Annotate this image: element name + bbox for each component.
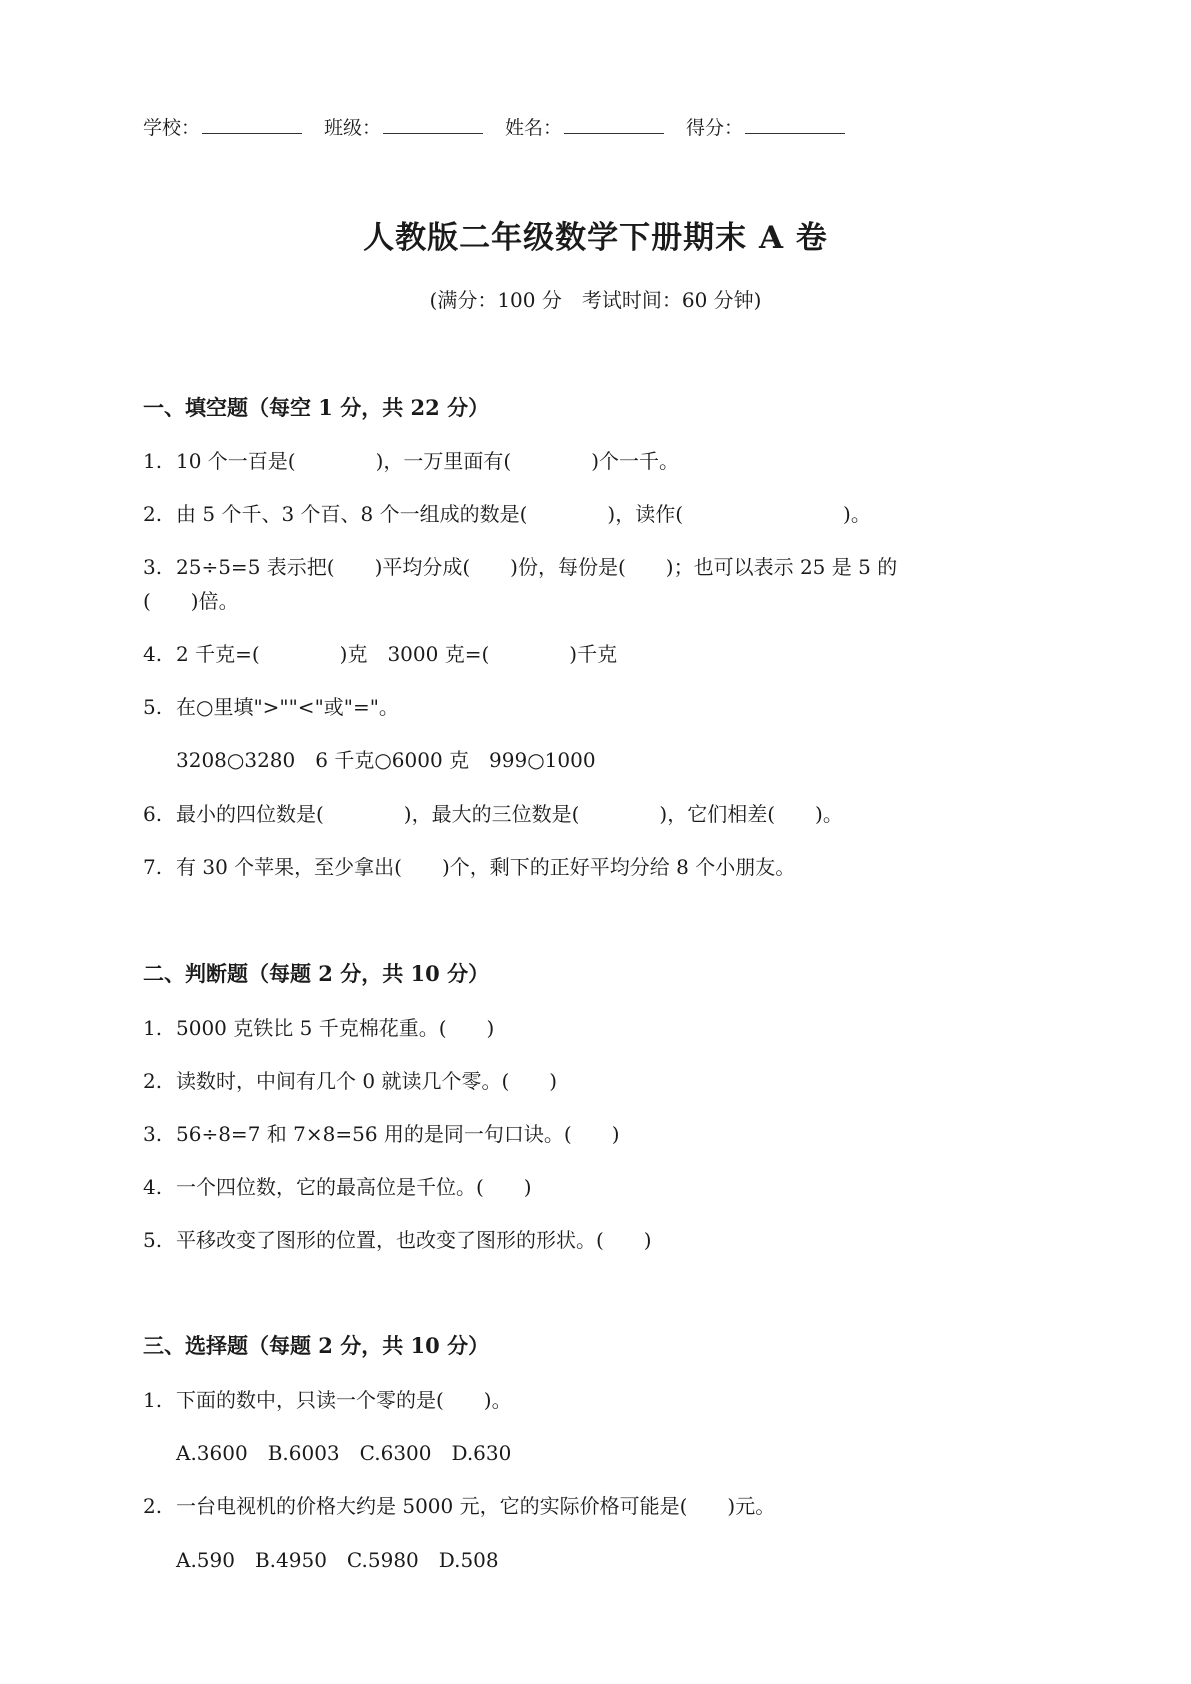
class-label: 班级：	[324, 117, 382, 139]
school-label: 学校：	[143, 117, 201, 139]
question-text: 一台电视机的价格大约是 5000 元，它的实际价格可能是( )元。	[176, 1494, 776, 1518]
question-3-1-options: A.3600 B.6003 C.6300 D.630	[176, 1441, 512, 1465]
class-field	[324, 113, 483, 140]
question-2-4	[143, 1171, 532, 1200]
question-1-5	[143, 691, 399, 720]
question-number: 2.	[143, 502, 163, 526]
question-1-3	[143, 551, 897, 580]
question-1-5-items: 3208○3280 6 千克○6000 克 999○1000	[176, 748, 596, 772]
question-text: 在○里填">""<"或"="。	[176, 695, 399, 719]
question-text: 2 千克=( )克 3000 克=( )千克	[176, 642, 618, 666]
question-number: 1.	[143, 1388, 163, 1412]
question-text: 56÷8=7 和 7×8=56 用的是同一句口诀。( )	[176, 1122, 620, 1146]
question-1-2	[143, 498, 871, 527]
question-number: 5.	[143, 695, 163, 719]
exam-subtitle: (满分：100 分 考试时间：60 分钟)	[429, 288, 762, 312]
score-blank[interactable]	[745, 113, 845, 134]
question-number: 6.	[143, 802, 163, 826]
question-number: 3.	[143, 555, 163, 579]
student-info-row	[143, 113, 867, 140]
question-number: 4.	[143, 1175, 163, 1199]
question-1-7	[143, 851, 795, 880]
question-text: 一个四位数，它的最高位是千位。( )	[176, 1175, 532, 1199]
question-text: 25÷5=5 表示把( )平均分成( )份，每份是( )；也可以表示 25 是 5 的	[176, 555, 898, 579]
question-number: 5.	[143, 1228, 163, 1252]
question-1-3-cont	[143, 585, 239, 614]
section-1-heading: 一、填空题（每空 1 分，共 22 分）	[143, 395, 490, 420]
question-1-1	[143, 445, 679, 474]
question-text: 5000 克铁比 5 千克棉花重。( )	[176, 1016, 495, 1040]
question-2-5	[143, 1224, 652, 1253]
school-blank[interactable]	[202, 113, 302, 134]
question-number: 2.	[143, 1494, 163, 1518]
score-field	[686, 113, 845, 140]
question-text: 读数时，中间有几个 0 就读几个零。( )	[176, 1069, 558, 1093]
section-2-heading: 二、判断题（每题 2 分，共 10 分）	[143, 961, 490, 986]
question-text: 平移改变了图形的位置，也改变了图形的形状。( )	[176, 1228, 652, 1252]
name-field	[505, 113, 664, 140]
question-text: 下面的数中，只读一个零的是( )。	[176, 1388, 512, 1412]
question-3-2	[143, 1490, 775, 1519]
name-label: 姓名：	[505, 117, 563, 139]
question-2-1	[143, 1012, 494, 1041]
question-text: 有 30 个苹果，至少拿出( )个，剩下的正好平均分给 8 个小朋友。	[176, 855, 796, 879]
class-blank[interactable]	[383, 113, 483, 134]
school-field	[143, 113, 302, 140]
section-3-heading: 三、选择题（每题 2 分，共 10 分）	[143, 1333, 490, 1358]
question-number: 3.	[143, 1122, 163, 1146]
score-label: 得分：	[686, 117, 744, 139]
exam-title: 人教版二年级数学下册期末 A 卷	[363, 220, 828, 256]
name-blank[interactable]	[564, 113, 664, 134]
question-number: 7.	[143, 855, 163, 879]
question-1-6	[143, 798, 843, 827]
question-text: ( )倍。	[143, 589, 239, 613]
question-number: 1.	[143, 1016, 163, 1040]
question-2-3	[143, 1118, 620, 1147]
question-text: 10 个一百是( )，一万里面有( )个一千。	[176, 449, 680, 473]
question-number: 2.	[143, 1069, 163, 1093]
question-3-2-options: A.590 B.4950 C.5980 D.508	[176, 1548, 499, 1572]
question-2-2	[143, 1065, 557, 1094]
question-number: 4.	[143, 642, 163, 666]
question-text: 由 5 个千、3 个百、8 个一组成的数是( )，读作( )。	[176, 502, 871, 526]
question-3-1	[143, 1384, 512, 1413]
question-1-4	[143, 638, 617, 667]
question-text: 最小的四位数是( )，最大的三位数是( )，它们相差( )。	[176, 802, 843, 826]
question-number: 1.	[143, 449, 163, 473]
